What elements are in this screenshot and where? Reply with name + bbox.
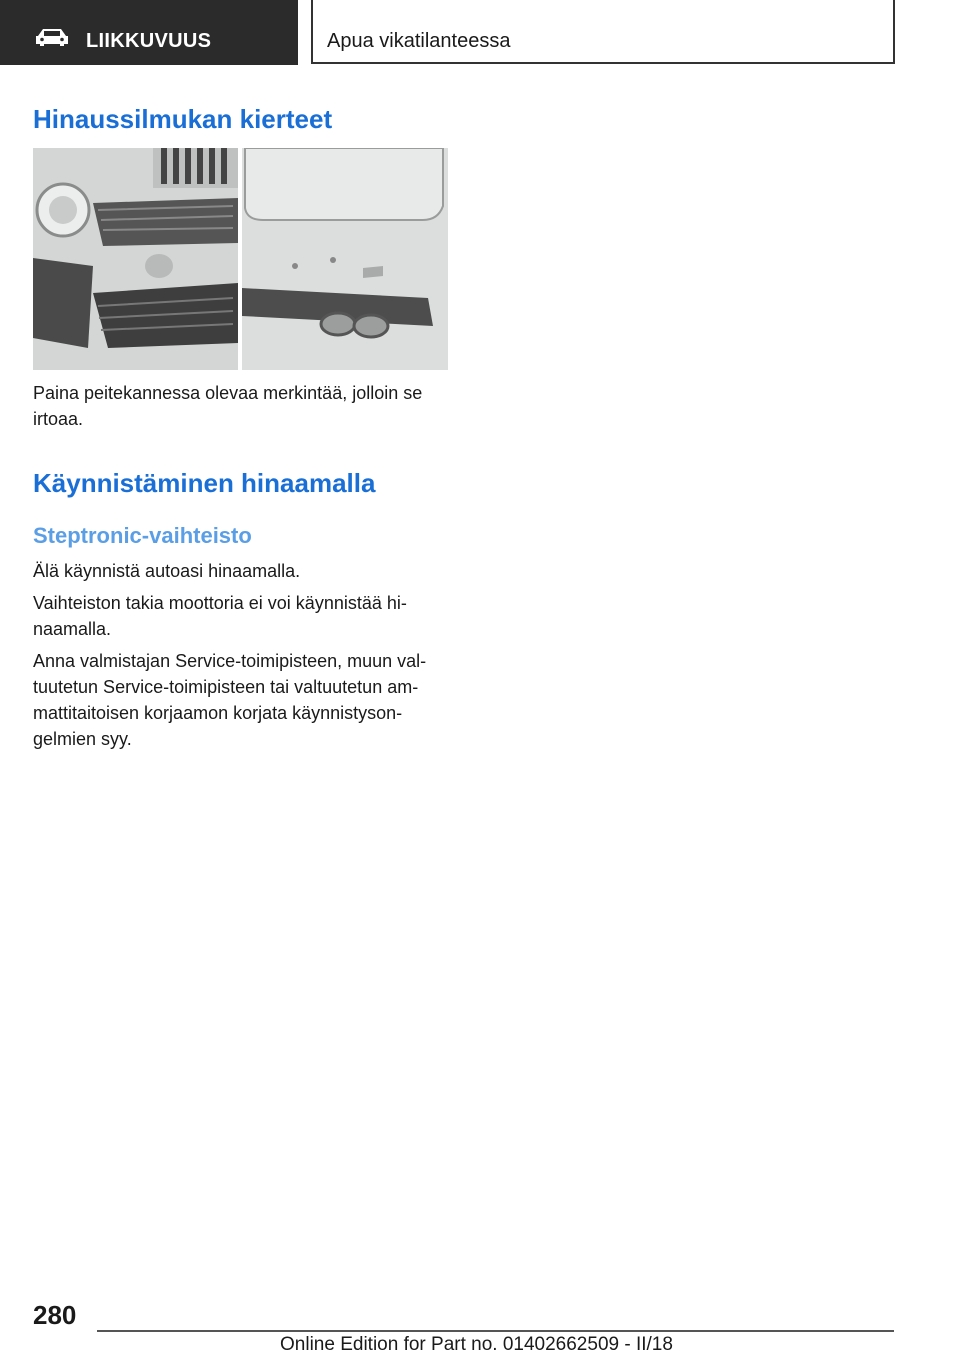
section-label: LIIKKUVUUS xyxy=(86,30,212,52)
subheading-steptronic: Steptronic-vaihteisto xyxy=(33,523,252,548)
paragraph-line: naamalla. xyxy=(33,619,112,639)
footer-divider xyxy=(97,1330,894,1332)
heading-towing-eye: Hinaussilmukan kierteet xyxy=(33,104,333,134)
chapter-header xyxy=(311,0,895,64)
page-number: 280 xyxy=(33,1300,77,1330)
paragraph-line: gelmien syy. xyxy=(33,729,132,749)
towing-eye-figure xyxy=(33,148,448,370)
paragraph-line: tuutetun Service-toimipisteen tai valtuutetun am- xyxy=(33,677,419,697)
chapter-title: Apua vikatilanteessa xyxy=(327,30,511,52)
paragraph-line: Anna valmistajan Service-toimipisteen, muun val- xyxy=(33,651,427,671)
car-icon xyxy=(34,27,70,47)
figure-caption-line-2: irtoaa. xyxy=(33,409,84,429)
paragraph-line: Vaihteiston takia moottoria ei voi käynnistää hi- xyxy=(33,593,407,613)
figure-caption-line-1: Paina peitekannessa olevaa merkintää, jolloin se xyxy=(33,383,423,403)
section-tab xyxy=(0,0,298,65)
heading-tow-start: Käynnistäminen hinaamalla xyxy=(33,468,376,498)
footer-edition: Online Edition for Part no. 01402662509 - II/18 xyxy=(280,1334,673,1355)
car-bumper-illustration xyxy=(33,148,448,370)
paragraph-line: mattitaitoisen korjaamon korjata käynnistyson- xyxy=(33,703,403,723)
paragraph-line: Älä käynnistä autoasi hinaamalla. xyxy=(33,561,301,581)
